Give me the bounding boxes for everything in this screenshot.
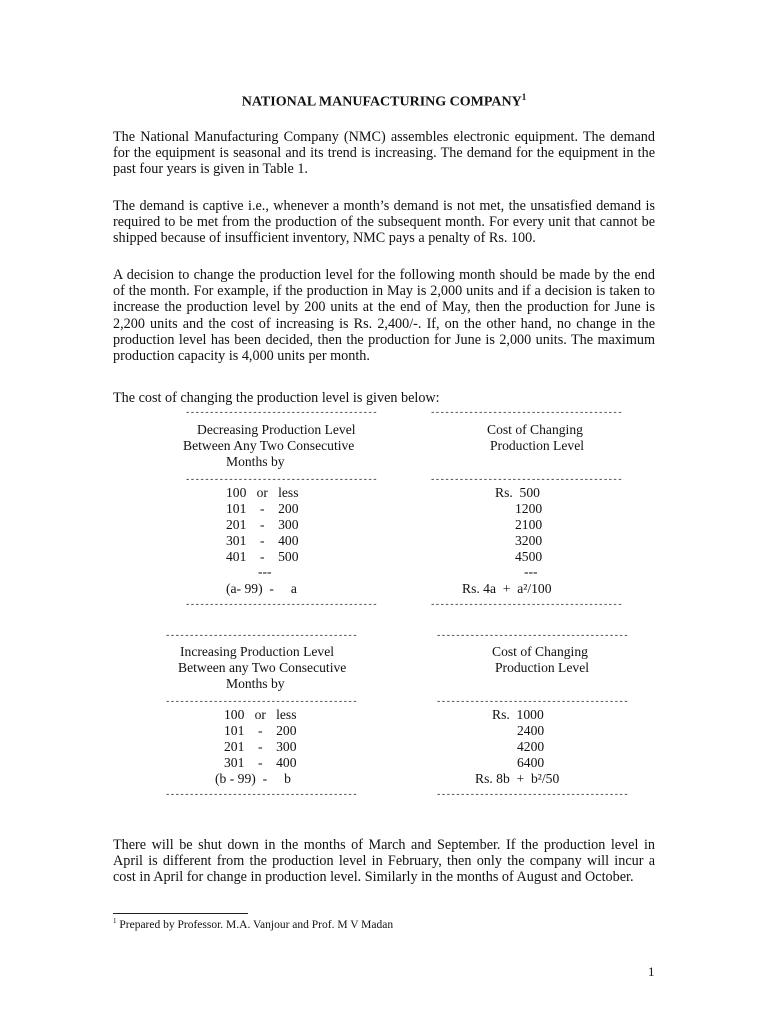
table-row-range: 101 - 200: [226, 501, 299, 516]
table-separator: ----------------------------------------: [165, 631, 358, 641]
table-row-range: 101 - 200: [224, 723, 297, 738]
footnote: $^1$ Prepared by Professor. M.A. Vanjour and Prof. M V Madan: [113, 917, 394, 931]
table-separator: ----------------------------------------: [430, 475, 623, 485]
table-row-cost: 2400: [517, 723, 545, 738]
paragraph-intro: The National Manufacturing Company (NMC) assembles electronic equipment. The demand for the equipment is seasonal and its trend is increasing. The demand for the equipment in the past four years is given in Table 1.: [113, 129, 655, 178]
table-row-cost: 4200: [517, 739, 545, 754]
table-row-cost: 3200: [515, 533, 543, 548]
table-row-range: 301 - 400: [226, 533, 299, 548]
footnote-mark: 1: [113, 917, 117, 925]
table-row-cost: Rs. 4a + a²/100: [462, 581, 552, 596]
table-row-range: 401 - 500: [226, 549, 299, 564]
table-row-range: (a- 99) - a: [226, 581, 297, 596]
table-row-cost: 6400: [517, 755, 545, 770]
decrease-header-line: Decreasing Production Level: [197, 422, 356, 437]
decrease-header-line: Between Any Two Consecutive: [183, 438, 355, 453]
table-row-cost: 4500: [515, 549, 543, 564]
decrease-cost-header-line: Production Level: [490, 438, 585, 453]
table-separator: ----------------------------------------: [185, 600, 378, 610]
table-separator: ----------------------------------------: [165, 697, 358, 707]
table-row-range: 201 - 300: [226, 517, 299, 532]
increase-cost-header-line: Cost of Changing: [492, 644, 588, 659]
increase-header-line: Months by: [226, 676, 285, 691]
title-footnote-mark: 1: [521, 92, 527, 102]
table-separator: ----------------------------------------: [436, 790, 629, 800]
increase-header-line: Between any Two Consecutive: [178, 660, 347, 675]
table-row-range: ---: [258, 564, 272, 579]
table-separator: ----------------------------------------: [430, 408, 623, 418]
paragraph-cost-intro: The cost of changing the production level is given below:: [113, 390, 440, 406]
table-row-range: 100 or less: [224, 707, 297, 722]
page-title: NATIONAL MANUFACTURING COMPANY$^1$: [241, 92, 527, 110]
table-separator: ----------------------------------------: [436, 631, 629, 641]
table-separator: ----------------------------------------: [436, 697, 629, 707]
table-separator: ----------------------------------------: [430, 600, 623, 610]
table-separator: ----------------------------------------: [185, 408, 378, 418]
table-row-range: 201 - 300: [224, 739, 297, 754]
table-separator: ----------------------------------------: [165, 790, 358, 800]
table-row-cost: Rs. 500: [495, 485, 540, 500]
increase-header-line: Increasing Production Level: [180, 644, 335, 659]
table-row-cost: ---: [524, 564, 538, 579]
table-row-cost: Rs. 1000: [492, 707, 544, 722]
table-separator: ----------------------------------------: [185, 475, 378, 485]
table-row-range: (b - 99) - b: [215, 771, 291, 786]
decrease-header-line: Months by: [226, 454, 285, 469]
footnote-divider: [113, 913, 248, 914]
table-row-cost: 2100: [515, 517, 543, 532]
paragraph-shutdown: There will be shut down in the months of March and September. If the production level in April is different from the production level in February, then only the company will incur a cost in April for change in production level. Similarly in the months of August and October.: [113, 837, 655, 886]
decrease-cost-header-line: Cost of Changing: [487, 422, 583, 437]
table-row-range: 100 or less: [226, 485, 299, 500]
table-row-cost: Rs. 8b + b²/50: [475, 771, 560, 786]
table-row-range: 301 - 400: [224, 755, 297, 770]
increase-cost-header-line: Production Level: [495, 660, 590, 675]
paragraph-demand: The demand is captive i.e., whenever a month’s demand is not met, the unsatisfied demand is required to be met from the production of the subsequent month. For every unit that cannot be shipped because of insufficient inventory, NMC pays a penalty of Rs. 100.: [113, 198, 655, 247]
paragraph-decision: A decision to change the production level for the following month should be made by the end of the month. For example, if the production in May is 2,000 units and if a decision is taken to increase the production level by 200 units at the end of May, then the production for June is 2,200 units and the cost of increasing is Rs. 2,400/-. If, on the other hand, no change in the production level has been decided, then the production for June is 2,000 units. The maximum production capacity is 4,000 units per month.: [113, 267, 655, 365]
page-number: 1: [648, 964, 655, 979]
table-row-cost: 1200: [515, 501, 543, 516]
